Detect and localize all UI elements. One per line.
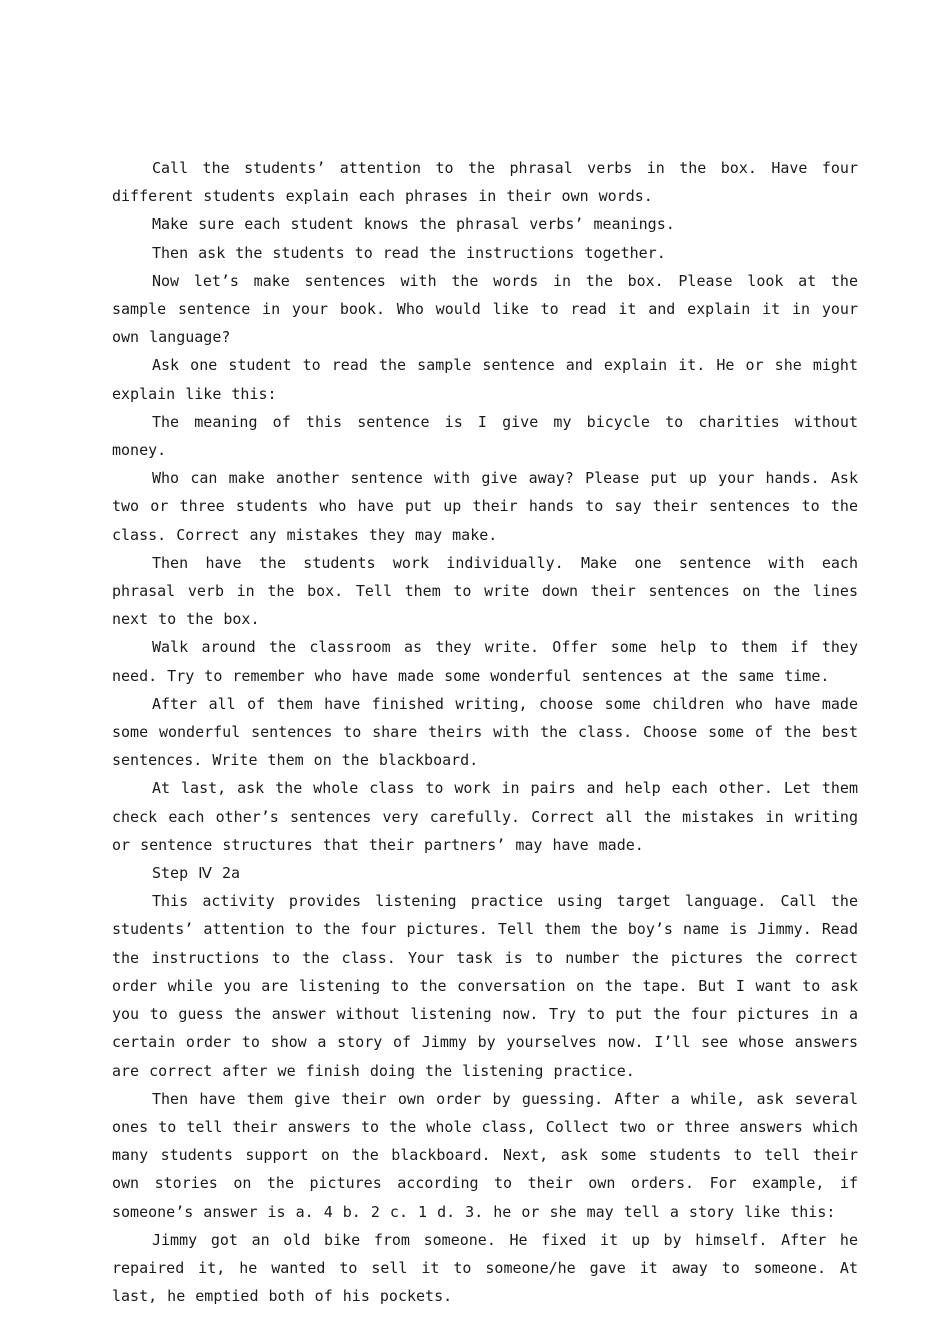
paragraph: Then ask the students to read the instructions together.	[152, 243, 666, 262]
paragraph: This activity provides listening practice using target language. Call the students’ attention to the four pictures. Tell them the boy’s name is Jimmy. Read the instructions to the class. Your task is to number the pictures the correct order while you are listening to the conversation on the tape. But I want to ask you to guess the answer without listening now. Try to put the four pictures in a certain order to show a story of Jimmy by yourselves now. I’ll see whose answers are correct after we finish doing the listening practice.	[112, 892, 858, 1080]
section-heading: Step Ⅳ 2a	[152, 864, 241, 883]
paragraph: Call the students’ attention to the phrasal verbs in the box. Have four different students explain each phrases in their own words.	[112, 159, 858, 206]
paragraph: Walk around the classroom as they write. Offer some help to them if they need. Try to remember who have made some wonderful sentences at the same time.	[112, 638, 858, 685]
paragraph: Then have them give their own order by guessing. After a while, ask several ones to tell their answers to the whole class, Collect two or three answers which many students support on the blackboard. Next, ask some students to tell their own stories on the pictures according to their own orders. For example, if someone’s answer is a. 4 b. 2 c. 1 d. 3. he or she may tell a story like this:	[112, 1089, 858, 1221]
paragraph: The meaning of this sentence is I give my bicycle to charities without money.	[112, 412, 858, 460]
paragraph: Then have the students work individually. Make one sentence with each phrasal verb in the box. Tell them to write down their sentences on the lines next to the box.	[112, 553, 858, 629]
paragraph: After all of them have finished writing, choose some children who have made some wonderful sentences to share theirs with the class. Choose some of the best sentences. Write them on the blackboard.	[112, 694, 858, 770]
paragraph: Now let’s make sentences with the words in the box. Please look at the sample sentence in your book. Who would like to read it and explain it in your own language?	[112, 271, 858, 347]
paragraph: Who can make another sentence with give away? Please put up your hands. Ask two or three students who have put up their hands to say their sentences to the class. Correct any mistakes they may make.	[112, 469, 858, 544]
paragraph: Ask one student to read the sample sentence and explain it. He or she might explain like this:	[112, 356, 858, 403]
paragraph: At last, ask the whole class to work in pairs and help each other. Let them check each other’s sentences very carefully. Correct all the mistakes in writing or sentence structures that their partners’ may have made.	[112, 779, 858, 854]
paragraph: Jimmy got an old bike from someone. He fixed it up by himself. After he repaired it, he wanted to sell it to someone/he gave it away to someone. At last, he emptied both of his pockets.	[112, 1230, 858, 1306]
document-body	[112, 154, 858, 1310]
paragraph: Make sure each student knows the phrasal verbs’ meanings.	[152, 215, 675, 234]
